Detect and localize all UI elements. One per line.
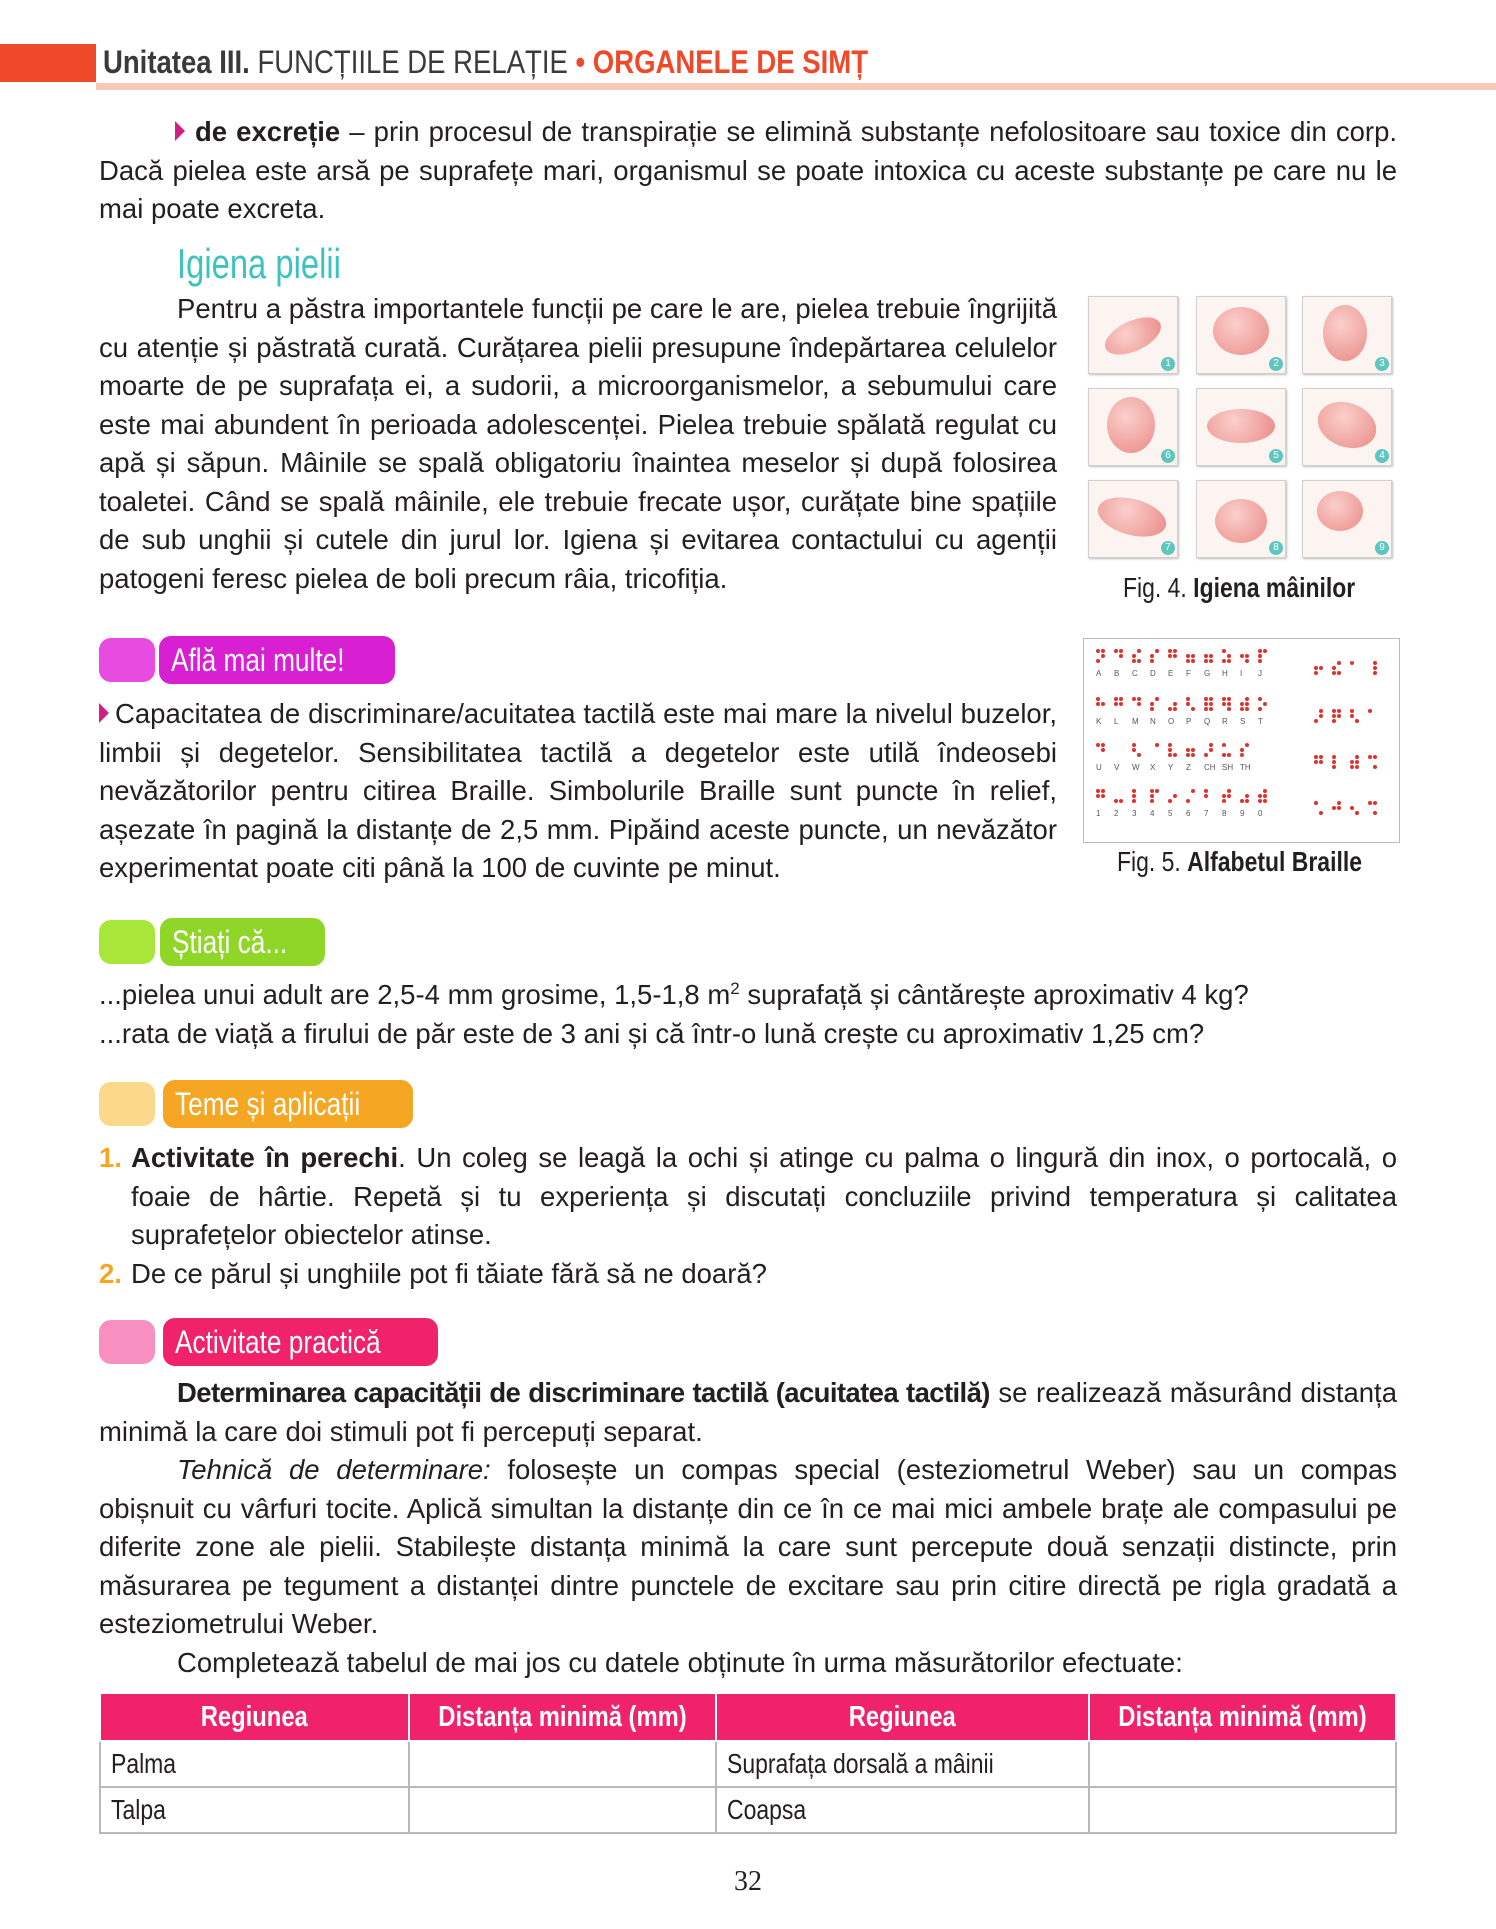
measurement-table	[99, 1692, 1397, 1834]
header-bullet: •	[575, 44, 586, 80]
table-cell-distance[interactable]	[1089, 1741, 1396, 1787]
teme-item-1-number: 1.	[99, 1142, 122, 1173]
figure-4-caption	[1123, 572, 1355, 604]
braille-letter-label: 4	[1150, 809, 1155, 818]
braille-dot	[1245, 702, 1249, 706]
braille-dot	[1227, 794, 1231, 798]
table-cell-distance[interactable]	[1089, 1787, 1396, 1833]
activitate-label-square	[99, 1320, 155, 1364]
braille-dot	[1222, 799, 1226, 803]
stiati-text	[99, 976, 1397, 1053]
braille-dot	[1096, 659, 1100, 663]
stiati-superscript: 2	[730, 978, 740, 998]
table-cell-region: Coapsa	[716, 1787, 1089, 1833]
hand-step-6-image: 4	[1302, 388, 1392, 466]
hand-step-9-image: 9	[1302, 480, 1392, 558]
activitate-p1-bold: Determinarea capacității de discriminare tactilă (acuitatea tactilă)	[177, 1377, 990, 1408]
braille-dot	[1258, 659, 1262, 663]
braille-letter-label: 1	[1096, 809, 1101, 818]
braille-dot	[1186, 654, 1190, 658]
teme-item-2-text: De ce părul și unghiile pot fi tăiate fără să ne doară?	[131, 1257, 767, 1289]
teme-item-1	[99, 1139, 1397, 1255]
hand-step-4-image: 6	[1088, 388, 1178, 466]
figure-5-label: Fig. 5.	[1117, 846, 1181, 877]
braille-dot	[1209, 659, 1213, 663]
activitate-p2-italic: Tehnică de determinare:	[177, 1454, 491, 1485]
braille-letter-label: P	[1186, 717, 1192, 726]
braille-dot	[1222, 743, 1226, 747]
braille-dot	[1204, 794, 1208, 798]
afla-text: Capacitatea de discriminare/acuitatea tactilă este mai mare la nivelul buzelor, limbii și degetelor. Sensibilitatea tactilă a degetelor este utilă îndeosebi nevăzătorilor pentru citirea Braille. Simbolurile Braille sunt puncte în relief, așezate în pagină la distanțe de 2,5 mm. Pipăind aceste puncte, un nevăzător experimentat poate citi până la 100 de cuvinte pe minut.	[99, 698, 1057, 883]
braille-dot	[1132, 799, 1136, 803]
braille-dot	[1119, 702, 1123, 706]
braille-letter-label: D	[1150, 669, 1156, 678]
braille-dot	[1355, 765, 1359, 769]
braille-dot	[1258, 707, 1262, 711]
header-chapter: FUNCȚIILE DE RELAȚIE	[257, 44, 568, 80]
braille-dot	[1114, 799, 1118, 803]
hand-step-8-image: 8	[1196, 480, 1286, 558]
braille-letter-label: 3	[1132, 809, 1137, 818]
teme-item-2	[99, 1255, 1397, 1294]
braille-dot	[1150, 659, 1154, 663]
stiati-line1-end: suprafață și cântărește aproximativ 4 kg?	[739, 979, 1249, 1010]
braille-letter-label: E	[1168, 669, 1174, 678]
braille-dot	[1314, 760, 1318, 764]
braille-letter-label: B	[1114, 669, 1120, 678]
braille-dot	[1186, 697, 1190, 701]
braille-dot	[1204, 707, 1208, 711]
braille-dot	[1204, 654, 1208, 658]
braille-alphabet-figure	[1083, 638, 1400, 843]
activitate-p2-text: folosește un compas special (esteziometrul Weber) sau un compas obișnuit cu vârfuri tocite. Aplică simultan la distanțe din ce în ce mai mici ambele brațe ale compasului pe diferite zone ale pielii. Stabilește distanța minimă la care sunt percepute două senzații distincte, prin măsurarea pe tegument a distanței dintre punctele de excitare sau prin citire directă pe rigla gradată a esteziometrului Weber.	[99, 1454, 1397, 1639]
braille-dot	[1263, 799, 1267, 803]
braille-dot	[1173, 654, 1177, 658]
braille-dot	[1337, 709, 1341, 713]
braille-dot	[1373, 666, 1377, 670]
braille-dot	[1209, 702, 1213, 706]
braille-dot	[1355, 719, 1359, 723]
hand-step-1-image: 1	[1088, 296, 1178, 374]
excretie-paragraph	[99, 113, 1397, 229]
braille-letter-label: C	[1132, 669, 1138, 678]
braille-dot	[1191, 707, 1195, 711]
braille-dot	[1173, 649, 1177, 653]
braille-dot	[1137, 702, 1141, 706]
braille-letter-label: I	[1240, 669, 1243, 678]
braille-dot	[1240, 654, 1244, 658]
braille-dot	[1314, 719, 1318, 723]
braille-letter-label: O	[1168, 717, 1175, 726]
braille-dot	[1332, 719, 1336, 723]
braille-letter-label: T	[1258, 717, 1263, 726]
braille-letter-label: X	[1150, 763, 1156, 772]
braille-dot	[1119, 654, 1123, 658]
braille-letter-label: Y	[1168, 763, 1174, 772]
igiena-text: Pentru a păstra importantele funcții pe care le are, pielea trebuie îngrijită cu atenție și păstrată curată. Curățarea pielii presupune îndepărtarea celulelor moarte de pe suprafața ei, a sudorii, a microorganismelor, a sebumului care este mai abundent în perioada adolescenței. Pielea trebuie spălată regulat cu apă și săpun. Mâinile se spală obligatoriu înaintea meselor și după folosirea toaletei. Când se spală mâinile, ele trebuie frecate ușor, curățate bine spațiile de sub unghii și cutele din jurul lor. Igiena și evitarea contactului cu agenții patogeni feresc pielea de boli precum râia, tricofiția.	[99, 293, 1057, 594]
table-cell-region: Suprafața dorsală a mâinii	[716, 1741, 1089, 1787]
braille-letter-label: 8	[1222, 809, 1227, 818]
braille-dot	[1137, 649, 1141, 653]
braille-letter-label: H	[1222, 669, 1228, 678]
teme-item-1-bold: Activitate în perechi	[131, 1142, 399, 1173]
hand-step-5-image: 5	[1196, 388, 1286, 466]
braille-dot	[1173, 794, 1177, 798]
braille-dot	[1119, 697, 1123, 701]
braille-dot	[1137, 753, 1141, 757]
braille-dot	[1173, 702, 1177, 706]
braille-dot	[1332, 709, 1336, 713]
braille-dot	[1332, 714, 1336, 718]
braille-dot	[1155, 743, 1159, 747]
braille-dot	[1227, 659, 1231, 663]
afla-label-text: Află mai multe!	[171, 642, 345, 678]
excretie-term: de excreție	[195, 116, 341, 147]
braille-dot	[1204, 697, 1208, 701]
braille-dot	[1114, 697, 1118, 701]
braille-dot	[1245, 707, 1249, 711]
braille-dot	[1350, 760, 1354, 764]
braille-dot	[1173, 707, 1177, 711]
braille-dot	[1168, 748, 1172, 752]
braille-dot	[1222, 753, 1226, 757]
hand-step-2-image: 2	[1196, 296, 1286, 374]
figure-5-caption	[1117, 846, 1362, 878]
braille-dot	[1204, 789, 1208, 793]
teme-list	[99, 1139, 1397, 1293]
braille-dot	[1337, 806, 1341, 810]
header-accent-bar	[0, 44, 96, 82]
activitate-text	[99, 1374, 1397, 1682]
braille-dot	[1227, 753, 1231, 757]
table-header-cell: Distanța minimă (mm)	[1089, 1693, 1396, 1741]
braille-dot	[1368, 755, 1372, 759]
braille-dot	[1209, 743, 1213, 747]
teme-label	[163, 1080, 413, 1128]
braille-dot	[1314, 671, 1318, 675]
braille-dot	[1245, 794, 1249, 798]
braille-dot	[1373, 801, 1377, 805]
braille-dot	[1350, 765, 1354, 769]
braille-dot	[1101, 789, 1105, 793]
braille-letter-label: 9	[1240, 809, 1245, 818]
braille-letter-label: 2	[1114, 809, 1119, 818]
braille-dot	[1332, 765, 1336, 769]
braille-letter-label: M	[1132, 717, 1139, 726]
braille-dot	[1101, 794, 1105, 798]
bullet-triangle-icon	[175, 121, 185, 141]
braille-letter-label: 6	[1186, 809, 1191, 818]
braille-dot	[1186, 702, 1190, 706]
figure-4-label: Fig. 4.	[1123, 572, 1187, 603]
braille-letter-label: Q	[1204, 717, 1211, 726]
table-row	[100, 1787, 1396, 1833]
braille-dot	[1355, 755, 1359, 759]
braille-dot	[1373, 661, 1377, 665]
braille-dot	[1096, 794, 1100, 798]
braille-letter-label: W	[1132, 763, 1140, 772]
braille-dot	[1119, 649, 1123, 653]
braille-dot	[1332, 755, 1336, 759]
braille-dot	[1168, 743, 1172, 747]
braille-dot	[1168, 799, 1172, 803]
braille-dot	[1114, 702, 1118, 706]
braille-letter-label: G	[1204, 669, 1211, 678]
braille-letter-label: TH	[1240, 763, 1251, 772]
braille-dot	[1258, 794, 1262, 798]
braille-dot	[1155, 789, 1159, 793]
braille-dot	[1337, 714, 1341, 718]
braille-dot	[1186, 753, 1190, 757]
braille-dot	[1186, 799, 1190, 803]
braille-dot	[1373, 811, 1377, 815]
braille-dot	[1186, 659, 1190, 663]
braille-dot	[1263, 702, 1267, 706]
braille-dot	[1101, 649, 1105, 653]
teme-label-text: Teme și aplicații	[175, 1086, 361, 1122]
stiati-label	[160, 918, 325, 966]
braille-dot	[1150, 799, 1154, 803]
braille-letter-label: S	[1240, 717, 1246, 726]
activitate-p1-text: se realizează măsurând distanța minimă la care doi stimuli pot fi percepuți separat.	[99, 1377, 1397, 1447]
braille-dot	[1150, 707, 1154, 711]
table-header-cell: Regiunea	[100, 1693, 409, 1741]
braille-dot	[1150, 702, 1154, 706]
braille-dot	[1168, 707, 1172, 711]
braille-letter-label: K	[1096, 717, 1102, 726]
excretie-text: – prin procesul de transpirație se elimină substanțe nefolositoare sau toxice din corp. Dacă pielea este arsă pe suprafețe mari, organismul se poate intoxica cu aceste substanțe pe care nu le mai poate excreta.	[99, 116, 1397, 224]
braille-dot	[1258, 697, 1262, 701]
activitate-label-text: Activitate practică	[175, 1324, 381, 1360]
braille-dot	[1337, 801, 1341, 805]
braille-dot	[1155, 697, 1159, 701]
braille-dot	[1114, 649, 1118, 653]
braille-dot	[1101, 743, 1105, 747]
braille-dot	[1319, 811, 1323, 815]
braille-dot	[1209, 707, 1213, 711]
braille-dot	[1373, 671, 1377, 675]
braille-dot	[1355, 760, 1359, 764]
braille-dot	[1240, 753, 1244, 757]
braille-dot	[1191, 748, 1195, 752]
braille-dot	[1132, 659, 1136, 663]
braille-dot	[1332, 666, 1336, 670]
braille-dot	[1240, 707, 1244, 711]
stiati-label-text: Știați că...	[172, 924, 288, 960]
braille-dot	[1368, 801, 1372, 805]
braille-dot	[1258, 649, 1262, 653]
braille-dot	[1132, 748, 1136, 752]
page-number: 32	[734, 1866, 762, 1897]
figure-5-title: Alfabetul Braille	[1187, 846, 1362, 877]
table-header-cell: Distanța minimă (mm)	[409, 1693, 716, 1741]
braille-letter-label: N	[1150, 717, 1156, 726]
stiati-line1: ...pielea unui adult are 2,5-4 mm grosime, 1,5-1,8 m	[99, 979, 731, 1010]
braille-dot	[1245, 654, 1249, 658]
braille-letter-label: F	[1186, 669, 1191, 678]
braille-dot	[1191, 753, 1195, 757]
header-unit: Unitatea III.	[103, 44, 250, 80]
braille-dot	[1168, 649, 1172, 653]
braille-letter-label: Z	[1186, 763, 1191, 772]
braille-letter-label: 0	[1258, 809, 1263, 818]
braille-dot	[1263, 794, 1267, 798]
braille-dot	[1132, 794, 1136, 798]
braille-dot	[1096, 789, 1100, 793]
braille-dot	[1150, 654, 1154, 658]
braille-dot	[1096, 743, 1100, 747]
braille-dot	[1319, 666, 1323, 670]
activitate-label	[163, 1318, 438, 1366]
teme-label-square	[99, 1082, 155, 1126]
stiati-label-square	[99, 920, 155, 964]
table-cell-region: Talpa	[100, 1787, 409, 1833]
hand-step-3-image: 3	[1302, 296, 1392, 374]
braille-dot	[1240, 748, 1244, 752]
hand-step-7-image: 7	[1088, 480, 1178, 558]
bullet-triangle-icon	[99, 703, 109, 723]
braille-dot	[1096, 649, 1100, 653]
braille-dot	[1168, 753, 1172, 757]
braille-dot	[1350, 709, 1354, 713]
braille-dot	[1168, 654, 1172, 658]
braille-dot	[1204, 702, 1208, 706]
braille-dot	[1096, 697, 1100, 701]
braille-dot	[1245, 799, 1249, 803]
braille-dot	[1373, 755, 1377, 759]
teme-item-2-number: 2.	[99, 1257, 122, 1289]
braille-letter-label: A	[1096, 669, 1102, 678]
braille-dot	[1132, 654, 1136, 658]
igiena-paragraph	[99, 290, 1057, 598]
braille-dot	[1222, 794, 1226, 798]
table-row	[100, 1741, 1396, 1787]
braille-dot	[1096, 702, 1100, 706]
braille-dot	[1132, 697, 1136, 701]
braille-dot	[1186, 748, 1190, 752]
braille-dot	[1227, 789, 1231, 793]
braille-letter-label: CH	[1204, 763, 1216, 772]
braille-dot	[1245, 697, 1249, 701]
braille-dot	[1222, 697, 1226, 701]
header-underline	[96, 83, 1496, 90]
braille-dot	[1155, 649, 1159, 653]
braille-dot	[1245, 743, 1249, 747]
braille-dot	[1137, 659, 1141, 663]
braille-dot	[1314, 666, 1318, 670]
braille-dot	[1373, 765, 1377, 769]
braille-dot	[1263, 649, 1267, 653]
braille-dot	[1150, 794, 1154, 798]
braille-dot	[1222, 702, 1226, 706]
section-title-igiena: Igiena pielii	[177, 240, 341, 287]
braille-dot	[1350, 714, 1354, 718]
braille-letter-label: U	[1096, 763, 1102, 772]
braille-letter-label: 7	[1204, 809, 1209, 818]
braille-dot	[1191, 789, 1195, 793]
braille-dot	[1258, 799, 1262, 803]
braille-dot	[1101, 702, 1105, 706]
braille-dot	[1240, 799, 1244, 803]
afla-paragraph	[99, 695, 1057, 888]
braille-dot	[1337, 661, 1341, 665]
braille-dot	[1245, 659, 1249, 663]
hand-washing-figure	[1088, 296, 1398, 566]
braille-dot	[1227, 654, 1231, 658]
stiati-line2: ...rata de viață a firului de păr este de 3 ani și că într-o lună crește cu aproximativ 1,25 cm?	[99, 1017, 1205, 1049]
braille-dot	[1173, 753, 1177, 757]
braille-dot	[1209, 748, 1213, 752]
braille-dot	[1132, 743, 1136, 747]
braille-dot	[1263, 789, 1267, 793]
braille-letter-label: V	[1114, 763, 1120, 772]
braille-dot	[1319, 755, 1323, 759]
braille-dot	[1119, 799, 1123, 803]
afla-label	[159, 636, 395, 684]
running-header	[103, 42, 868, 82]
braille-letter-label: R	[1222, 717, 1228, 726]
braille-dot	[1150, 789, 1154, 793]
braille-dot	[1209, 697, 1213, 701]
figure-4-title: Igiena mâinilor	[1193, 572, 1356, 603]
header-section: ORGANELE DE SIMȚ	[592, 44, 869, 80]
braille-dot	[1204, 753, 1208, 757]
braille-letter-label: J	[1258, 669, 1262, 678]
braille-dot	[1332, 671, 1336, 675]
table-cell-distance[interactable]	[409, 1787, 716, 1833]
braille-dot	[1191, 659, 1195, 663]
braille-dot	[1209, 654, 1213, 658]
afla-label-square	[99, 638, 155, 682]
teme-item-1-text: . Un coleg se leagă la ochi și atinge cu palma o lingură din inox, o portocală, o foaie de hârtie. Repetă și tu experiența și discutați concluziile privind temperatura și calitatea suprafețelor obiectelor atinse.	[131, 1142, 1397, 1250]
braille-dot	[1332, 760, 1336, 764]
braille-dot	[1319, 709, 1323, 713]
table-cell-distance[interactable]	[409, 1741, 716, 1787]
braille-dot	[1319, 760, 1323, 764]
braille-dot	[1204, 659, 1208, 663]
braille-dot	[1319, 714, 1323, 718]
braille-dot	[1355, 811, 1359, 815]
braille-dot	[1350, 806, 1354, 810]
braille-dot	[1132, 789, 1136, 793]
braille-dot	[1137, 697, 1141, 701]
braille-dot	[1227, 707, 1231, 711]
braille-dot	[1227, 697, 1231, 701]
table-cell-region: Palma	[100, 1741, 409, 1787]
braille-dot	[1368, 709, 1372, 713]
braille-letter-label: L	[1114, 717, 1119, 726]
braille-letter-label: 5	[1168, 809, 1173, 818]
braille-dot	[1258, 654, 1262, 658]
braille-dot	[1314, 755, 1318, 759]
braille-dot	[1337, 671, 1341, 675]
table-header-row	[100, 1693, 1396, 1741]
braille-dot	[1101, 748, 1105, 752]
braille-dot	[1227, 702, 1231, 706]
braille-dot	[1350, 661, 1354, 665]
braille-dot	[1222, 659, 1226, 663]
braille-dot	[1240, 702, 1244, 706]
braille-dot	[1222, 649, 1226, 653]
braille-dot	[1314, 801, 1318, 805]
table-header-cell: Regiunea	[716, 1693, 1089, 1741]
activitate-p3: Completează tabelul de mai jos cu datele obținute în urma măsurătorilor efectuate:	[177, 1646, 1183, 1678]
braille-dot	[1332, 806, 1336, 810]
braille-letter-label: SH	[1222, 763, 1234, 772]
braille-dot	[1191, 654, 1195, 658]
braille-dot	[1101, 654, 1105, 658]
